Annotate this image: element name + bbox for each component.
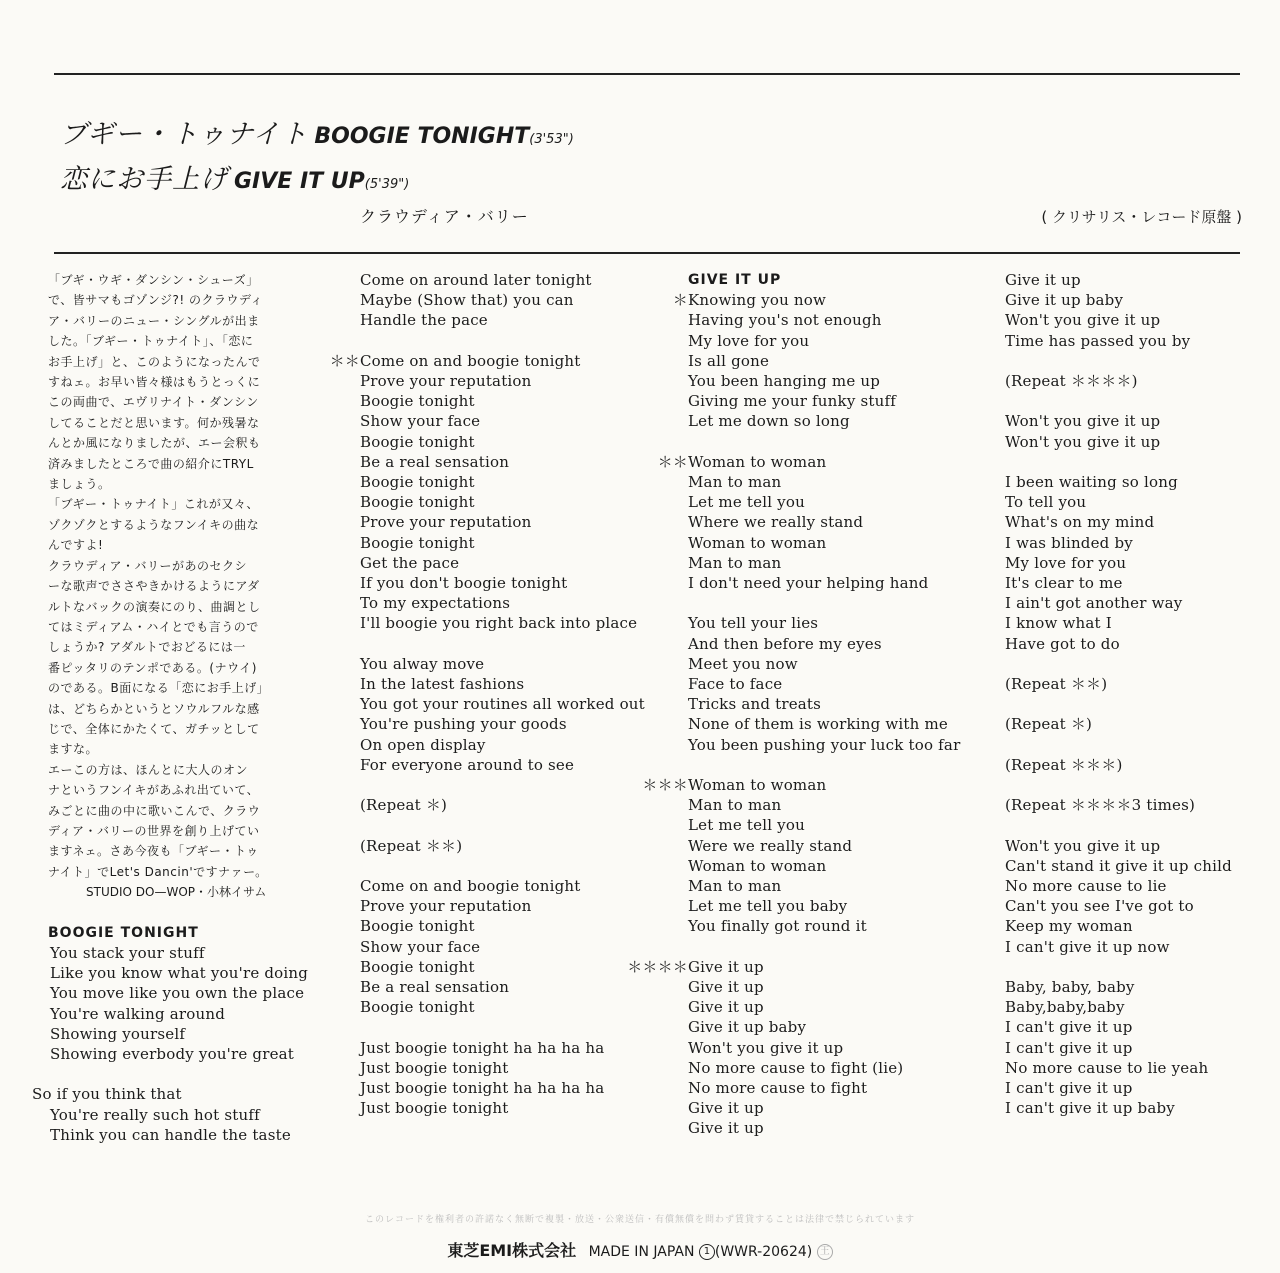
lyric-line [360, 755, 645, 775]
lyric-text: Boogie tonight [360, 957, 475, 976]
lyric-text: I can't give it up [1005, 1038, 1133, 1057]
repeat-marker: ＊＊＊＊ [627, 957, 688, 976]
lyric-text: Just boogie tonight ha ha ha ha [360, 1079, 605, 1098]
lyric-text: Be a real sensation [360, 978, 510, 997]
liner-line: ますな。 [48, 742, 99, 757]
lyric-text: It's clear to me [1005, 574, 1123, 592]
lyric-text: My love for you [1005, 553, 1127, 572]
lyric-line [1005, 371, 1232, 391]
lyric-line [688, 1017, 960, 1037]
lyric-line [360, 836, 645, 856]
lyric-text: Boogie tonight [360, 998, 475, 1017]
lyric-text: Man to man [688, 473, 782, 492]
lyric-text: Man to man [688, 877, 782, 896]
lyric-text: (Repeat ＊＊) [1005, 675, 1108, 693]
lyric-line [688, 654, 960, 674]
lyric-line [1005, 593, 1232, 613]
lyric-line [360, 735, 645, 755]
lyric-text: Can't you see I've got to [1005, 897, 1194, 916]
artist-name: クラウディア・バリー [360, 207, 529, 226]
lyric-line [50, 1105, 336, 1125]
lyric-line [1005, 634, 1232, 654]
liner-line: ますネェ。さあ今夜も「ブギー・トゥ [48, 844, 259, 859]
lyric-line [688, 876, 960, 896]
lyric-text: Give it up [688, 1119, 764, 1138]
give-lyrics-part1 [612, 290, 960, 1138]
lyric-line [1005, 836, 1232, 856]
lyric-line [688, 735, 960, 755]
liner-line: てはミディアム・ハイとでも言うので [48, 619, 259, 634]
give-it-up-heading: GIVE IT UP [688, 272, 782, 288]
lyric-text: Baby,baby,baby [1005, 998, 1125, 1017]
liner-line: ましょう。 [48, 477, 111, 492]
lyric-line [688, 351, 960, 371]
lyric-line [360, 977, 645, 997]
liner-line: この両曲で、エヴリナイト・ダンシン [48, 395, 259, 410]
lyric-line [688, 916, 960, 936]
lyric-text: You tell your lies [688, 614, 819, 633]
lyric-line [50, 963, 336, 983]
lyric-line [1005, 1098, 1232, 1118]
lyric-text: Boogie tonight [360, 493, 475, 512]
liner-line: 「ブギ・ウギ・ダンシン・シューズ」 [48, 273, 259, 287]
lyric-line [360, 997, 645, 1017]
lyric-text: Woman to woman [688, 533, 827, 552]
boogie-lyrics-part1 [32, 943, 336, 1145]
liner-line: ゾクゾクとするようなフンイキの曲な [48, 517, 260, 532]
title-b-duration: (5'39") [364, 177, 410, 192]
lyric-text: You're walking around [50, 1004, 225, 1023]
lyric-text: You finally got round it [688, 917, 867, 936]
lyric-line [688, 391, 960, 411]
lyric-text: In the latest fashions [360, 675, 525, 694]
lyric-line [360, 371, 645, 391]
lyric-text: For everyone around to see [360, 755, 575, 774]
lyric-text: You alway move [360, 654, 485, 673]
lyric-text: So if you think that [32, 1085, 182, 1104]
lyric-line [688, 533, 960, 553]
title-b-japanese: 恋にお手上げ [60, 164, 228, 195]
lyric-text: Can't stand it give it up child [1005, 856, 1232, 875]
lyric-text: Have got to do [1005, 634, 1120, 653]
lyric-text: On open display [360, 735, 486, 754]
lyric-text: No more cause to fight [688, 1079, 868, 1098]
lyric-text: Let me tell you [688, 493, 805, 512]
liner-line: 済みましたところで曲の紹介にTRYL [48, 456, 254, 471]
boogie-lyrics-part2 [310, 270, 645, 1118]
lyric-text: Won't you give it up [688, 1038, 844, 1057]
title-a-side [60, 112, 574, 151]
liner-text [48, 270, 336, 882]
lyric-text: Come on and boogie tonight [360, 877, 581, 896]
lyric-line [360, 270, 645, 290]
lyric-line [688, 1038, 960, 1058]
lyric-line [688, 553, 960, 573]
lyric-text: Be a real sensation [360, 452, 510, 471]
lyric-line [688, 714, 960, 734]
label-note: ( クリサリス・レコード原盤 ) [1041, 208, 1242, 226]
lyric-text: Won't you give it up [1005, 836, 1161, 855]
lyric-line [1005, 512, 1232, 532]
lyric-line [1005, 553, 1232, 573]
lyric-text: You been pushing your luck too far [688, 735, 961, 754]
lyric-text: No more cause to fight (lie) [688, 1058, 904, 1077]
liner-line: ディア・バリーの世界を創り上げてい [48, 823, 260, 838]
lyric-text: Tricks and treats [688, 695, 822, 714]
lyric-line [360, 492, 645, 512]
lyric-line [360, 957, 645, 977]
title-b-side [60, 157, 409, 196]
lyric-line [360, 1058, 645, 1078]
lyric-line [360, 896, 645, 916]
lyric-text: To my expectations [360, 594, 511, 613]
lyric-text: You're really such hot stuff [50, 1105, 260, 1124]
lyric-text: (Repeat ＊) [360, 796, 448, 815]
lyric-text: Showing yourself [50, 1024, 186, 1043]
lyric-text: Keep my woman [1005, 917, 1133, 936]
lyric-text: (Repeat ＊＊＊) [1005, 755, 1123, 774]
lyric-line [360, 1038, 645, 1058]
lyric-text: Woman to woman [688, 452, 827, 471]
lyric-text: And then before my eyes [688, 634, 882, 653]
lyric-line [1005, 977, 1232, 997]
lyric-text: Let me down so long [688, 412, 850, 431]
lyric-text: To tell you [1005, 493, 1087, 512]
liner-line: みごとに曲の中に歌いこんで、クラウ [48, 803, 261, 818]
lyric-line [627, 957, 960, 977]
lyric-text: Prove your reputation [360, 513, 532, 532]
liner-signature: STUDIO DO—WOP・小林イサム [86, 885, 267, 900]
title-b-english: GIVE IT UP [234, 169, 365, 194]
lyric-text: No more cause to lie yeah [1005, 1058, 1209, 1077]
lyric-line [1005, 755, 1232, 775]
liner-notes [32, 270, 336, 1145]
repeat-marker: ＊＊ [657, 452, 688, 471]
liner-line: んですよ! [48, 538, 104, 553]
lyric-text: (Repeat ＊＊) [360, 836, 463, 855]
lyric-line [688, 492, 960, 512]
lyric-text: Where we really stand [688, 513, 864, 532]
lyric-line [1005, 714, 1232, 734]
lyric-line [1005, 997, 1232, 1017]
lyric-text: Just boogie tonight [360, 1058, 509, 1077]
lyric-text: Woman to woman [688, 856, 827, 875]
lyric-text: Just boogie tonight [360, 1099, 509, 1118]
lyric-text: Show your face [360, 412, 481, 431]
lyric-line [688, 613, 960, 633]
lyric-line [1005, 492, 1232, 512]
lyric-line [672, 290, 960, 310]
lyric-line [360, 432, 645, 452]
lyric-line [360, 472, 645, 492]
liner-line: じで、全体にかたくて、ガチッとして [48, 721, 260, 736]
lyric-line [360, 391, 645, 411]
lyric-line [360, 674, 645, 694]
lyric-text: Come on around later tonight [360, 271, 592, 289]
lyric-line [360, 654, 645, 674]
lyric-text: Give it up [1005, 271, 1081, 289]
liner-line: お手上げ」と、このようになったんで [48, 354, 261, 369]
top-rule [54, 73, 1240, 75]
lyric-line [688, 331, 960, 351]
lyric-text: Get the pace [360, 553, 460, 572]
lyric-line [1005, 1017, 1232, 1037]
trailing-mark: 王 [817, 1244, 833, 1260]
lyric-line [657, 452, 960, 472]
lyric-line [688, 856, 960, 876]
lyric-line [1005, 533, 1232, 553]
lyric-line [688, 512, 960, 532]
liner-line: ア・バリーのニュー・シングルが出ま [48, 313, 260, 328]
lyric-text: Let me tell you [688, 816, 805, 835]
lyric-line [688, 472, 960, 492]
lyric-line [50, 1004, 336, 1024]
lyric-line [360, 411, 645, 431]
lyric-line [50, 983, 336, 1003]
lyric-text: Give it up [688, 1099, 764, 1118]
lyric-text: Just boogie tonight ha ha ha ha [360, 1038, 605, 1057]
made-in: MADE IN JAPAN [588, 1244, 695, 1260]
liner-line: ルトなバックの演奏にのり、曲調とし [48, 599, 261, 614]
lyric-line [1005, 411, 1232, 431]
lyric-text: Boogie tonight [360, 432, 475, 451]
lyric-line [688, 674, 960, 694]
lyric-text: I'll boogie you right back into place [360, 614, 638, 633]
lyric-text: Give it up baby [688, 1018, 807, 1037]
lyric-text: Boogie tonight [360, 917, 475, 936]
title-a-japanese: ブギー・トゥナイト [60, 119, 309, 150]
lyric-line [360, 533, 645, 553]
lyric-line [1005, 916, 1232, 936]
lyric-text: Man to man [688, 796, 782, 815]
lyric-text: I was blinded by [1005, 533, 1133, 552]
lyric-line [32, 1084, 336, 1104]
lyric-line [688, 634, 960, 654]
lyric-text: What's on my mind [1005, 513, 1155, 532]
lyric-text: You been hanging me up [688, 372, 881, 391]
lyric-text: I been waiting so long [1005, 472, 1178, 491]
lyric-line [688, 1058, 960, 1078]
lyric-text: I don't need your helping hand [688, 574, 929, 593]
lyric-line [360, 290, 645, 310]
repeat-marker: ＊＊ [329, 351, 360, 370]
lyric-line [1005, 876, 1232, 896]
liner-line: 「ブギー・トゥナイト」これが又々、 [48, 497, 259, 512]
lyric-text: Handle the pace [360, 311, 488, 330]
lyric-line [360, 876, 645, 896]
lyric-text: Giving me your funky stuff [688, 392, 896, 411]
repeat-marker: ＊ [672, 291, 688, 310]
lyric-text: Like you know what you're doing [50, 964, 309, 983]
lyric-line [688, 694, 960, 714]
lyric-line [688, 1078, 960, 1098]
lyric-line [642, 775, 960, 795]
lyric-line [1005, 270, 1232, 290]
lyric-line [688, 1098, 960, 1118]
lyric-line [360, 1078, 645, 1098]
lyric-text: Give it up [688, 998, 764, 1017]
lyric-text: Showing everbody you're great [50, 1045, 295, 1063]
lyric-line [360, 452, 645, 472]
lyric-text: You got your routines all worked out [360, 695, 645, 714]
lyric-line [688, 573, 960, 593]
lyric-line [1005, 937, 1232, 957]
lyric-text: Knowing you now [688, 291, 827, 310]
lyric-text: I can't give it up [1005, 1078, 1133, 1097]
lyric-line [1005, 795, 1232, 815]
liner-line: んとか風になりましたが、エー会釈も [48, 436, 261, 451]
lyric-line [688, 1118, 960, 1138]
lyric-text: Come on and boogie tonight [360, 351, 581, 370]
lyric-text: Maybe (Show that) you can [360, 291, 574, 310]
liner-line: で、皆サマもゴゾンジ?! のクラウディ [48, 293, 263, 308]
lyric-line [1005, 472, 1232, 492]
lyric-line [1005, 1058, 1232, 1078]
lyric-line [688, 896, 960, 916]
liner-line: ナイト」でLet's Dancin'ですナァー。 [48, 864, 268, 879]
give-lyrics-part2 [1005, 270, 1232, 1118]
lyric-line [360, 694, 645, 714]
lyric-text: Boogie tonight [360, 392, 475, 411]
lyric-text: I can't give it up now [1005, 937, 1170, 956]
lyric-line [688, 795, 960, 815]
company-name: 東芝EMI株式会社 [447, 1241, 577, 1260]
liner-line: ナというフンイキがあふれ出ていて、 [48, 783, 260, 798]
lyric-text: Won't you give it up [1005, 311, 1161, 330]
liner-line: は、どちらかというとソウルフルな感 [48, 701, 260, 716]
lyric-text: Were we really stand [688, 836, 853, 855]
lyric-line [360, 573, 645, 593]
lyric-line [360, 714, 645, 734]
lyric-text: (Repeat ＊) [1005, 715, 1093, 734]
lyric-text: Prove your reputation [360, 897, 532, 916]
lyric-text: You move like you own the place [50, 984, 305, 1003]
lyric-text: Give it up baby [1005, 291, 1124, 310]
lyric-line [1005, 432, 1232, 452]
liner-line: すねェ。お早い皆々様はもうとっくに [48, 375, 261, 390]
lyric-text: No more cause to lie [1005, 876, 1167, 895]
lyric-line [688, 997, 960, 1017]
lyric-text: Woman to woman [688, 776, 827, 795]
title-a-duration: (3'53") [529, 132, 574, 147]
lyric-text: Won't you give it up [1005, 412, 1161, 431]
lyric-line [360, 1098, 645, 1118]
liner-line: エーこの方は、ほんとに大人のオン [48, 762, 249, 777]
lyric-line [360, 613, 645, 633]
lyric-line [360, 937, 645, 957]
lyric-text: None of them is working with me [688, 715, 948, 734]
lyric-text: Think you can handle the taste [50, 1125, 291, 1144]
lyric-text: Prove your reputation [360, 372, 532, 390]
repeat-marker: ＊＊＊ [642, 776, 688, 795]
circled-mark: 1 [699, 1244, 715, 1260]
lyric-line [688, 815, 960, 835]
lyric-text: You stack your stuff [50, 943, 205, 962]
lyric-text: (Repeat ＊＊＊＊) [1005, 372, 1138, 390]
lyric-line [329, 351, 645, 371]
catalog-number: (WWR-20624) [714, 1244, 813, 1260]
lyric-line [360, 310, 645, 330]
copyright-notice: このレコードを権利者の許諾なく無断で複製・放送・公衆送信・有償無償を問わず賃貸することは法律で禁じられています [364, 1215, 915, 1225]
lyric-text: (Repeat ＊＊＊＊3 times) [1005, 796, 1196, 815]
lyric-text: I ain't got another way [1005, 594, 1183, 613]
middle-rule [54, 252, 1240, 254]
lyric-line [1005, 310, 1232, 330]
lyric-text: I can't give it up [1005, 1018, 1133, 1037]
lyric-line [688, 836, 960, 856]
lyric-line [50, 1044, 336, 1064]
lyric-line [1005, 674, 1232, 694]
lyric-text: I know what I [1005, 614, 1112, 633]
lyric-text: Meet you now [688, 654, 798, 673]
title-a-english: BOOGIE TONIGHT [314, 124, 530, 149]
liner-line: のである。B面になる「恋にお手上げ」 [48, 681, 270, 696]
lyric-line [1005, 613, 1232, 633]
lyric-text: Boogie tonight [360, 533, 475, 552]
liner-line: してることだと思います。何か残暑な [48, 415, 260, 430]
lyric-text: Having you's not enough [688, 311, 882, 330]
lyric-text: You're pushing your goods [360, 715, 567, 734]
liner-line: した。「ブギー・トゥナイト」、「恋に [48, 334, 254, 349]
lyric-text: I can't give it up baby [1005, 1099, 1175, 1118]
lyric-text: Boogie tonight [360, 473, 475, 492]
lyric-text: Face to face [688, 675, 783, 694]
boogie-tonight-heading: BOOGIE TONIGHT [48, 924, 199, 941]
lyric-line [360, 512, 645, 532]
lyric-line [360, 593, 645, 613]
lyric-line [1005, 573, 1232, 593]
lyric-text: Man to man [688, 553, 782, 572]
liner-line: クラウディア・バリーがあのセクシ [48, 558, 248, 573]
lyric-text: Is all gone [688, 351, 770, 370]
give-it-up-section [612, 270, 960, 1139]
lyric-text: Show your face [360, 937, 481, 956]
lyric-line [1005, 896, 1232, 916]
lyric-line [360, 795, 645, 815]
lyric-line [1005, 856, 1232, 876]
liner-line: しょうか? アダルトでおどるには一 [48, 640, 246, 655]
lyric-text: Give it up [688, 978, 764, 997]
lyric-line [1005, 1038, 1232, 1058]
lyric-text: My love for you [688, 331, 810, 350]
lyric-text: Give it up [688, 957, 764, 976]
lyric-text: Time has passed you by [1005, 331, 1191, 350]
lyric-line [1005, 290, 1232, 310]
lyric-text: If you don't boogie tonight [360, 574, 568, 593]
lyric-line [688, 371, 960, 391]
lyric-line [50, 1125, 336, 1145]
lyric-text: Let me tell you baby [688, 897, 848, 916]
lyric-text: Won't you give it up [1005, 432, 1161, 451]
lyric-line [360, 916, 645, 936]
lyric-line [1005, 331, 1232, 351]
liner-line: 番ピッタリのテンポである。(ナウイ) [48, 660, 257, 675]
lyric-line [50, 943, 336, 963]
lyric-line [688, 977, 960, 997]
lyric-line [50, 1024, 336, 1044]
lyric-text: Baby, baby, baby [1005, 977, 1135, 996]
lyric-line [1005, 1078, 1232, 1098]
lyric-line [688, 310, 960, 330]
lyric-line [688, 411, 960, 431]
liner-line: ーな歌声でささやきかけるようにアダ [48, 579, 260, 594]
footer [0, 1238, 1280, 1261]
lyric-line [360, 553, 645, 573]
